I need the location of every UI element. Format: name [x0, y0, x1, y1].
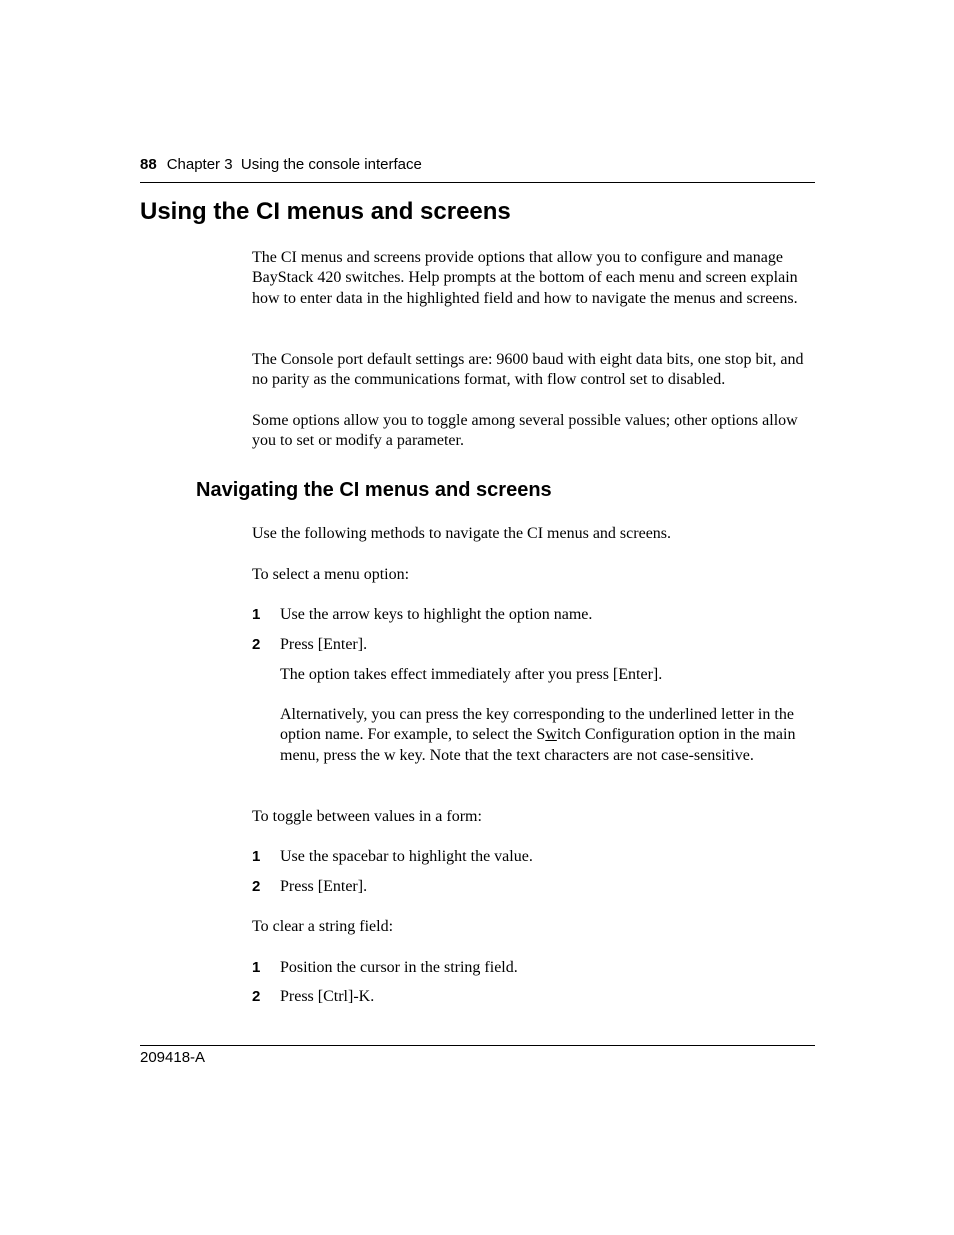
- paragraph-console-settings: The Console port default settings are: 9600 baud with eight data bits, one stop bit, and no parity as the communications format, with flow control set to disabled.: [252, 351, 804, 389]
- paragraph-navigate-intro: Use the following methods to navigate the CI menus and screens.: [252, 525, 672, 542]
- underlined-letter: w: [545, 726, 557, 744]
- paragraph-select-lead: To select a menu option:: [252, 566, 410, 583]
- page-number: 88: [140, 156, 157, 173]
- note-text-part: Alternatively, you can press the key corresponding to the underlined letter in the option name. For example, to select the S: [280, 706, 794, 744]
- step-note-alternative: [280, 705, 815, 766]
- section-title: Using the CI menus and screens: [140, 198, 511, 225]
- step-text: Press [Ctrl]-K.: [280, 988, 375, 1005]
- paragraph-toggle-lead: To toggle between values in a form:: [252, 808, 482, 825]
- step-number: 2: [252, 988, 261, 1005]
- step-number: 2: [252, 636, 261, 653]
- step-text: Position the cursor in the string field.: [280, 959, 518, 976]
- step-text: Use the spacebar to highlight the value.: [280, 848, 533, 865]
- step-number: 1: [252, 606, 261, 623]
- document-number: 209418-A: [140, 1049, 206, 1066]
- chapter-title: Chapter 3 Using the console interface: [166, 156, 422, 173]
- paragraph-clear-lead: To clear a string field:: [252, 918, 394, 935]
- paragraph-intro: The CI menus and screens provide options that allow you to configure and manage BayStack 420 switches. Help prompts at the bottom of each menu and screen explain how to enter data in the highlighted field and how to navigate the menus and screens.: [252, 249, 798, 307]
- footer-rule: [140, 1045, 815, 1046]
- step-text: Use the arrow keys to highlight the option name.: [280, 606, 593, 623]
- header-rule: [140, 182, 815, 183]
- step-text: Press [Enter].: [280, 878, 368, 895]
- subsection-title: Navigating the CI menus and screens: [196, 479, 552, 501]
- note-text-part: itch Configuration option in the main menu, press the w key. Note that the text characters are not case-sensitive.: [280, 726, 796, 764]
- step-number: 2: [252, 878, 261, 895]
- step-number: 1: [252, 848, 261, 865]
- paragraph-options: Some options allow you to toggle among several possible values; other options allow you to set or modify a parameter.: [252, 412, 798, 450]
- step-text: Press [Enter].: [280, 636, 368, 653]
- step-number: 1: [252, 959, 261, 976]
- step-note: The option takes effect immediately after you press [Enter].: [280, 666, 663, 683]
- running-header: [140, 156, 422, 173]
